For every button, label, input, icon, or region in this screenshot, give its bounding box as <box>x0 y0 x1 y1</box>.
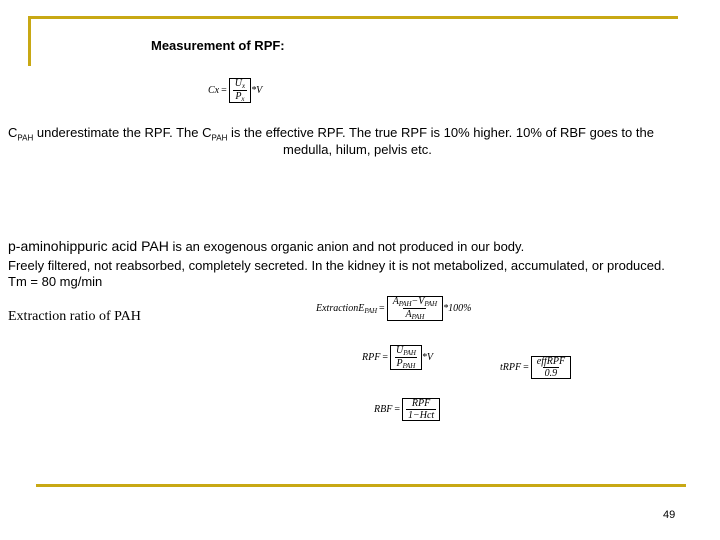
bracket <box>390 345 422 370</box>
sub-pah: PAH <box>17 133 34 143</box>
slide-title: Measurement of RPF: <box>151 38 285 53</box>
numerator: RPF <box>411 398 431 409</box>
denominator: 1−Hct <box>407 410 435 421</box>
text-part1: underestimate the RPF. The C <box>33 125 212 140</box>
numerator: U <box>234 78 242 89</box>
fraction <box>391 296 439 321</box>
fraction <box>394 345 418 370</box>
formula-lhs-sub: PAH <box>364 306 378 315</box>
numerator-a: A <box>392 296 399 307</box>
denominator-sub: PAH <box>411 313 425 321</box>
formula-tail: *100% <box>443 302 472 314</box>
numerator-a-sub: PAH <box>398 300 412 308</box>
text-part2: is the effective RPF. The true RPF is 10% higher. 10% of RBF goes to the <box>227 125 654 140</box>
bracket <box>402 398 440 421</box>
formula-tail: *V <box>251 84 263 96</box>
denominator-sub: PAH <box>402 362 416 370</box>
denominator: 0.9 <box>544 368 558 379</box>
fraction <box>535 356 567 379</box>
denominator: P <box>396 358 403 369</box>
numerator-sub: x <box>241 82 246 90</box>
formula-lhs: RPF <box>362 351 381 363</box>
bracket <box>387 296 443 321</box>
denominator: A <box>405 309 412 320</box>
formula-extraction: ExtractionE$_{PAH}$ = $\frac{A_{PAH}-V_{PAH}}{A_{PAH}}$ *100% <box>316 296 472 321</box>
formula-lhs: tRPF <box>500 361 522 373</box>
denominator: P <box>235 91 242 102</box>
bottom-rule <box>36 484 686 487</box>
numerator-v-sub: PAH <box>424 300 438 308</box>
pah-body-line1: Freely filtered, not reabsorbed, completely secreted. In the kidney it is not metabolized, accumulated, or produced. <box>8 258 665 273</box>
top-rule <box>28 16 678 19</box>
page-number: 49 <box>663 509 676 521</box>
fraction <box>233 78 247 103</box>
bracket <box>229 78 251 103</box>
pah-name: p-aminohippuric acid PAH <box>8 238 169 254</box>
formula-lhs: ExtractionE <box>316 302 365 314</box>
extraction-label: Extraction ratio of PAH <box>8 309 141 324</box>
pah-description: is an exogenous organic anion and not produced in our body. <box>168 239 525 254</box>
fraction <box>406 398 436 421</box>
formula-clearance: Cx = $\frac{U_x}{P_x}$ *V <box>208 78 263 103</box>
text-c: C <box>8 125 18 140</box>
left-rule <box>28 16 31 66</box>
bracket <box>531 356 571 379</box>
formula-lhs: Cx <box>208 84 220 96</box>
formula-rpf: RPF = $\frac{U_{PAH}}{P_{PAH}}$ *V <box>362 345 434 370</box>
cpah-paragraph-line2: medulla, hilum, pelvis etc. <box>283 142 432 157</box>
pah-heading <box>8 238 524 254</box>
numerator-sub: PAH <box>403 349 416 357</box>
formula-tail: *V <box>421 351 434 363</box>
pah-body <box>8 258 720 290</box>
sub-pah-2: PAH <box>211 133 228 143</box>
pah-tm: Tm = 80 mg/min <box>8 274 103 289</box>
numerator: U <box>395 345 404 356</box>
formula-true-rpf: tRPF = $\frac{\text{effRPF}}{0.9}$ <box>500 356 571 379</box>
numerator-v: −V <box>411 296 425 307</box>
denominator-sub: x <box>241 95 245 103</box>
formula-rbf: RBF = $\frac{\text{RPF}}{\text{1−Hct}}$ <box>374 398 440 421</box>
numerator: effRPF <box>536 356 566 367</box>
formula-lhs: RBF <box>374 403 393 415</box>
